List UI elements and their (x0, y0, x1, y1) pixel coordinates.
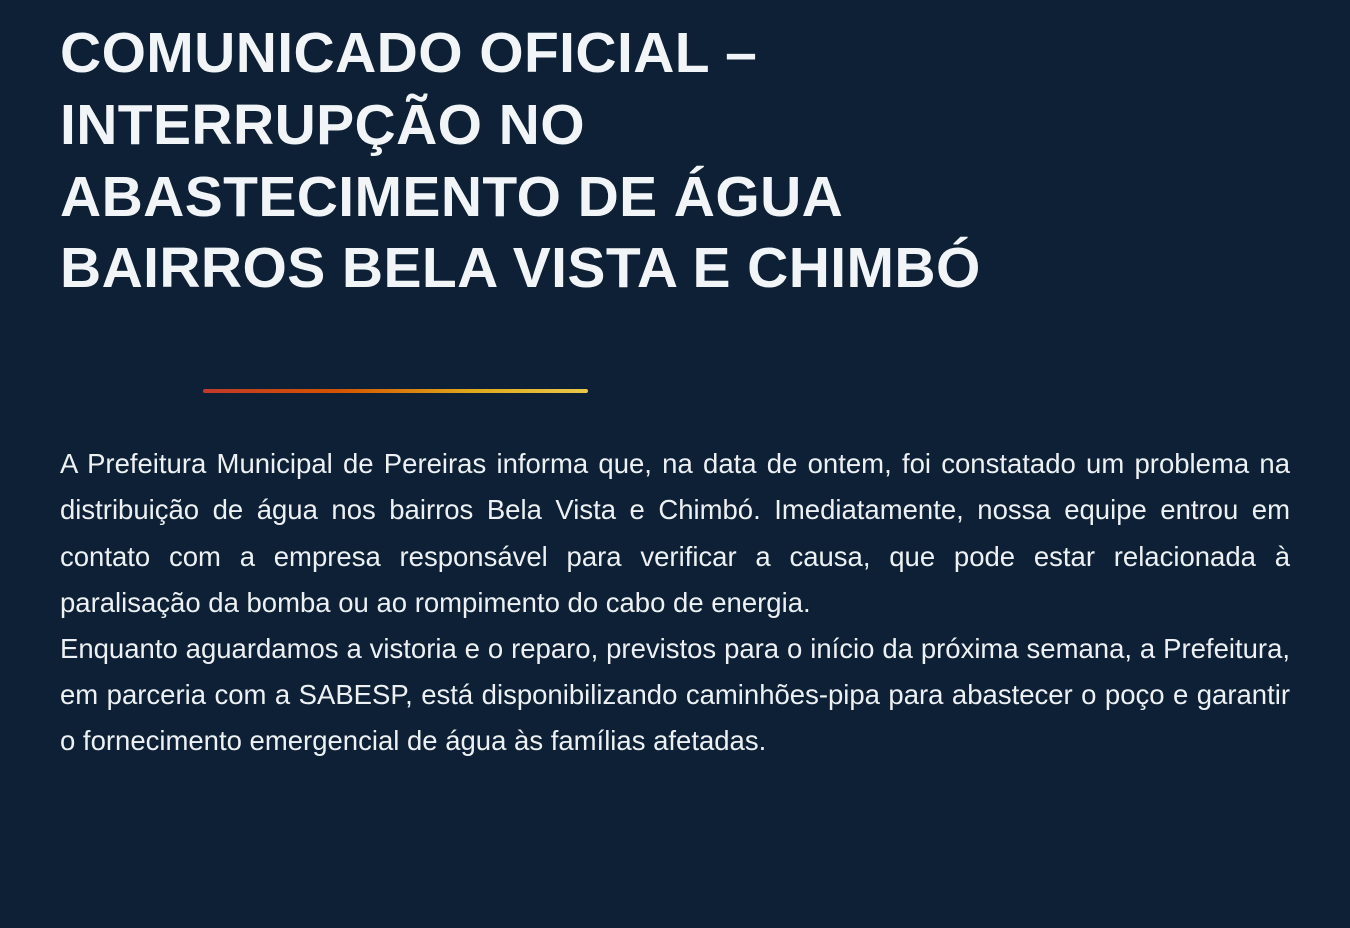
headline-line-3: ABASTECIMENTO DE ÁGUA (60, 164, 844, 229)
gradient-divider (203, 389, 588, 393)
headline-line-1: COMUNICADO OFICIAL – (60, 21, 758, 85)
paragraph-2: Enquanto aguardamos a vistoria e o reparo, previstos para o início da próxima semana, a Prefeitura, em parceria com a SABESP, está disponibilizando caminhões-pipa para abastecer o poço e garantir o fornecimento emergencial de água às famílias afetadas. (60, 633, 1290, 757)
divider-container (0, 389, 1350, 393)
body-text (0, 441, 1350, 764)
paragraph-1: A Prefeitura Municipal de Pereiras informa que, na data de ontem, foi constatado um problema na distribuição de água nos bairros Bela Vista e Chimbó. Imediatamente, nossa equipe entrou em contato com a empresa responsável para verificar a causa, que pode estar relacionada à paralisação da bomba ou ao rompimento do cabo de energia. (60, 448, 1290, 618)
headline-line-2: INTERRUPÇÃO NO (60, 92, 585, 157)
headline-line-4: BAIRROS BELA VISTA E CHIMBÓ (60, 236, 981, 301)
page-title (0, 0, 1350, 305)
